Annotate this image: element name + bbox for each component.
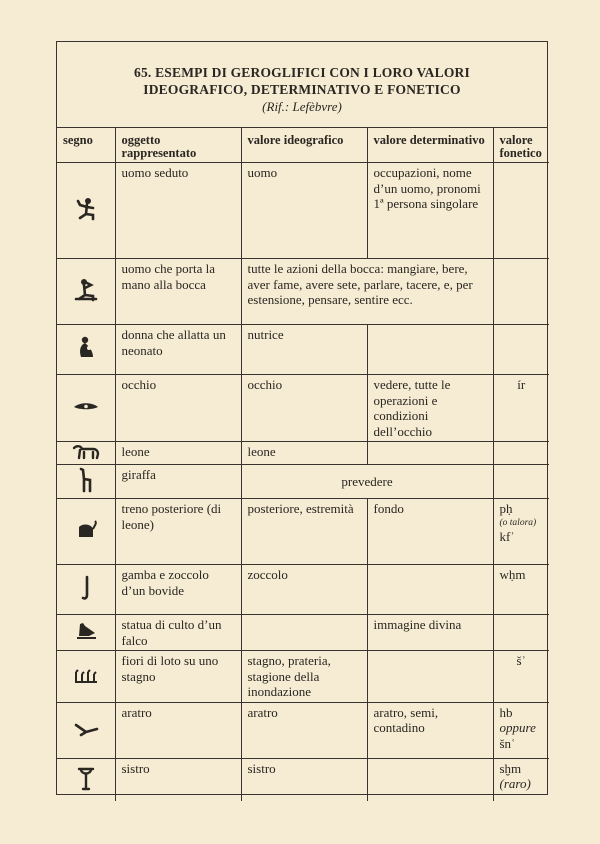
lotus-pool-glyph-icon — [71, 660, 101, 690]
ideografico-cell: posteriore, estremità — [241, 499, 367, 565]
nursing-woman-glyph-icon — [71, 333, 101, 363]
giraffe-glyph-icon — [71, 465, 101, 495]
oggetto-cell: gamba e zoccolo d’un bovide — [115, 565, 241, 615]
lion-glyph-icon — [71, 442, 101, 460]
ideografico-cell: aratro — [241, 702, 367, 758]
determinativo-cell: occupazioni, nome d’un uomo, pronomi 1ª persona singolare — [367, 163, 493, 259]
title-block — [57, 42, 547, 128]
table-row — [57, 565, 549, 615]
table-row — [57, 259, 549, 325]
oggetto-cell: occhio — [115, 375, 241, 442]
oggetto-cell: treno posteriore (di leone) — [115, 499, 241, 565]
table-row — [57, 615, 549, 651]
table-row — [57, 325, 549, 375]
fonetico-extra: kfʾ — [499, 528, 515, 544]
sign-cell — [57, 259, 115, 325]
oggetto-cell: donna che allatta un neonato — [115, 325, 241, 375]
fonetico-value: pḥ — [499, 501, 513, 516]
table-frame — [56, 41, 548, 795]
fonetico-cell — [493, 325, 549, 375]
fonetico-cell — [493, 758, 549, 801]
table-row — [57, 375, 549, 442]
determinativo-cell: aratro, semi, contadino — [367, 702, 493, 758]
determinativo-cell — [367, 651, 493, 703]
determinativo-cell — [367, 758, 493, 801]
sign-cell — [57, 615, 115, 651]
fonetico-cell — [493, 442, 549, 465]
fonetico-cell — [493, 615, 549, 651]
fonetico-cell: šʾ — [493, 651, 549, 703]
man-hand-to-mouth-glyph-icon — [71, 275, 101, 305]
sign-cell — [57, 163, 115, 259]
fonetico-value: sḫm — [499, 760, 522, 776]
page-title: 65. ESEMPI DI GEROGLIFICI CON I LORO VALORI — [134, 65, 470, 80]
fonetico-cell: wḥm — [493, 565, 549, 615]
ideografico-span-cell: tutte le azioni della bocca: mangiare, bere, aver fame, avere sete, parlare, tacere, e, per estensione, pensare, sentire ecc. — [241, 259, 493, 325]
table-row — [57, 651, 549, 703]
reference: (Rif.: Lefèbvre) — [262, 99, 342, 114]
table-row — [57, 499, 549, 565]
table-row — [57, 758, 549, 801]
table-row — [57, 163, 549, 259]
fonetico-cell: ír — [493, 375, 549, 442]
ideografico-cell: nutrice — [241, 325, 367, 375]
fonetico-extra: šnʿ — [499, 735, 516, 751]
header-oggetto: oggetto rappresentato — [115, 128, 241, 163]
oggetto-cell: aratro — [115, 702, 241, 758]
sign-cell — [57, 325, 115, 375]
fonetico-note: (o talora) — [499, 517, 537, 528]
oggetto-cell: leone — [115, 442, 241, 465]
table-row — [57, 702, 549, 758]
oggetto-cell: fiori di loto su uno stagno — [115, 651, 241, 703]
sign-cell — [57, 702, 115, 758]
fonetico-cell — [493, 702, 549, 758]
sign-cell — [57, 758, 115, 801]
sistrum-glyph-icon — [71, 763, 101, 793]
page-subtitle: IDEOGRAFICO, DETERMINATIVO E FONETICO — [143, 82, 461, 97]
determinativo-cell: immagine divina — [367, 615, 493, 651]
sign-cell — [57, 375, 115, 442]
header-ideografico: valore ideografico — [241, 128, 367, 163]
fonetico-cell — [493, 259, 549, 325]
eye-glyph-icon — [71, 391, 101, 421]
fonetico-cell — [493, 499, 549, 565]
determinativo-cell: vedere, tutte le operazioni e condizioni dell’occhio — [367, 375, 493, 442]
lion-hindquarters-glyph-icon — [71, 515, 101, 545]
header-segno: segno — [57, 128, 115, 163]
sign-cell — [57, 464, 115, 499]
ideografico-cell: leone — [241, 442, 367, 465]
ideografico-cell: stagno, prateria, stagione della inondazione — [241, 651, 367, 703]
sign-cell — [57, 499, 115, 565]
oggetto-cell: uomo che porta la mano alla bocca — [115, 259, 241, 325]
ideografico-cell: sistro — [241, 758, 367, 801]
fonetico-note: oppure — [499, 720, 536, 735]
header-determinativo: valore determinativo — [367, 128, 493, 163]
oggetto-cell: statua di culto d’un falco — [115, 615, 241, 651]
determinativo-cell — [367, 325, 493, 375]
table-row — [57, 442, 549, 465]
oggetto-cell: sistro — [115, 758, 241, 801]
determinativo-cell — [367, 442, 493, 465]
ideografico-cell: occhio — [241, 375, 367, 442]
table-row — [57, 464, 549, 499]
determinativo-cell: fondo — [367, 499, 493, 565]
ideografico-span-cell: prevedere — [241, 464, 493, 499]
sign-cell — [57, 565, 115, 615]
hieroglyph-table — [57, 128, 549, 801]
ideografico-cell: uomo — [241, 163, 367, 259]
fonetico-value: hb — [499, 704, 513, 720]
falcon-statue-glyph-icon — [71, 616, 101, 646]
fonetico-cell — [493, 464, 549, 499]
sign-cell — [57, 442, 115, 465]
ideografico-cell — [241, 615, 367, 651]
fonetico-note: (raro) — [499, 776, 531, 791]
ideografico-cell: zoccolo — [241, 565, 367, 615]
oggetto-cell: giraffa — [115, 464, 241, 499]
fonetico-cell — [493, 163, 549, 259]
oggetto-cell: uomo seduto — [115, 163, 241, 259]
leg-hoof-glyph-icon — [71, 573, 101, 603]
plough-glyph-icon — [71, 713, 101, 743]
sign-cell — [57, 651, 115, 703]
seated-man-glyph-icon — [71, 194, 101, 224]
header-fonetico: valore fonetico — [493, 128, 549, 163]
header-row — [57, 128, 549, 163]
determinativo-cell — [367, 565, 493, 615]
